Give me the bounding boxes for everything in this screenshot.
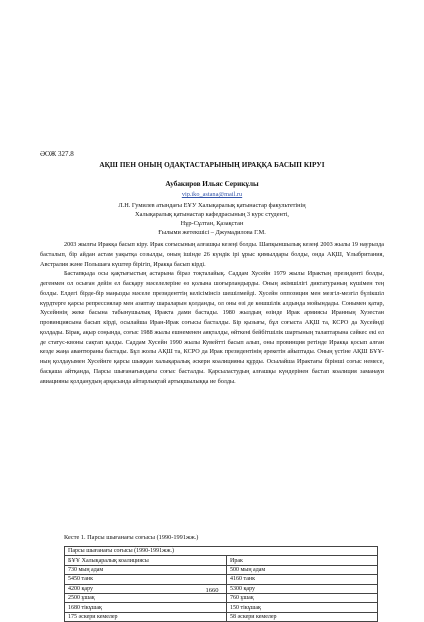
comparison-table: [64, 546, 378, 622]
table-cell: 4200 қару: [65, 584, 227, 593]
article-body: [40, 240, 384, 386]
table-cell: 4160 танк: [227, 575, 378, 584]
table-cell: 58 әскери кемелер: [227, 612, 378, 621]
affiliation-line: Л.Н. Гумилев атындағы ЕҰУ Халықаралық қатынастар факультетінің: [118, 202, 306, 209]
supervisor-line: Ғылыми жетекшісі – Джумадилова Г.М.: [158, 229, 266, 236]
table-cell: 500 мың адам: [227, 565, 378, 574]
table-row: [65, 565, 378, 574]
table-row: [65, 575, 378, 584]
table-row: [65, 612, 378, 621]
table-row: [65, 593, 378, 602]
author-name: Аубакиров Ильяс Серикұлы: [165, 180, 259, 188]
table-title-row: [65, 547, 378, 556]
affiliation-line: Халықаралық қатынастар кафедрасының 3 курс студенті,: [135, 211, 289, 218]
udc-code: ӘОЖ 327.8: [40, 150, 74, 158]
affiliation-line: Нұр-Сұлтан, Қазақстан: [180, 220, 244, 227]
page-number: 1660: [205, 587, 219, 594]
paragraph: 2003 жылғы Иракқа басып кіру. Ирак соғысының алғашқы кезеңі болды. Шапқыншылық кезеңі 2003 жылы 19 наурызда басталып, бір айдан астам уақытқа созылды, оның ішінде 26 күндік ірі ұрыс қимылдары болды, онда АҚШ, Ұлыбритания, Австралия және Польшаға күштер бірігіп, Иракқа басып кірді.: [40, 241, 384, 268]
table-cell: 175 әскери кемелер: [65, 612, 227, 621]
table-cell: 5450 танк: [65, 575, 227, 584]
table-cell: 730 мың адам: [65, 565, 227, 574]
table-cell: 150 тікұшақ: [227, 603, 378, 612]
table-title-cell: Парсы шығанағы соғысы (1990-1991жж.): [65, 547, 378, 556]
table-cell: 5300 қару: [227, 584, 378, 593]
table-cell: 1680 тікұшақ: [65, 603, 227, 612]
table-row: [65, 603, 378, 612]
paragraph: Бастапқыда осы қақтығыстың астарына біраз тоқталайық. Саддам Хусейн 1979 жылы Ирактың президенті болды, дегенмен ол осыған дейін ел басқару мәселелеріне өз қолына шоғырландырды. Оның әкімшілігі диктатураның күшімен тең болды. Елдегі бірде-бір маңызды мәселе президенттің келісімінсіз шешілмейді. Хусейн оппозиция мен мезгіл-мезгіл бүлікшіл күрдтерге қарсы репрессиялар мен азаптау шараларын қолданды, ол оны өзі де көшшілік алдында мойындады. Сонымен қатар, Хусейннің жеке басына табынушылық Иракта дами бастады. 1980 жылдың өзінде Ирак армиясы Иранның Хузестан провинциясына басып кірді, осылайша Иран-Ирак соғысы басталды. Бір қызығы, бұл соғыста АҚШ та, КСРО да Хусейнді қолдады. Бірақ, ақыр соңында, соғыс 1988 жылы ешнеменен аяқталды, өйткені бейбітшілік шартының талаптарына сәйкес екі ел де статус-квоны сақтап қалды. Саддам Хусейн 1990 жылы Кувейтті басып алып, оны провинция ретінде Иракқа қосып алған кезде жаңа авантюраны бастады. Бұл жолы АҚШ та, КСРО да Ирак президентінің әрекетін айыптады. Оның үстіне АҚШ БҰҰ-ның қолдауымен Хусейнге қарсы шыққан халықаралық әскери коалицияны құрды. Осылайша Ирактағы бірінші соғыс немесе, басқаша айтқанда, Парсы шығанағындағы соғыс басталды. Қарсыластудың алғашқы күндерінен бастап коалиция заманауи авиацияны қолданудың арқасында айтарлықтай артықшылыққа ие болды.: [40, 270, 384, 385]
table-header-row: [65, 556, 378, 565]
author-email-link[interactable]: vip.iko_astana@mail.ru: [181, 191, 243, 198]
table-cell: 760 ұшақ: [227, 593, 378, 602]
column-header: БҰҰ Халықаралық коалициясы: [65, 556, 227, 565]
table-caption: Кесте 1. Парсы шығанағы соғысы (1990-1991жж.): [64, 534, 199, 541]
article-title: АҚШ ПЕН ОНЫҢ ОДАҚТАСТАРЫНЫҢ ИРАҚҚА БАСЫП КІРУІ: [99, 161, 325, 169]
column-header: Ирак: [227, 556, 378, 565]
table-cell: 2500 ұшақ: [65, 593, 227, 602]
